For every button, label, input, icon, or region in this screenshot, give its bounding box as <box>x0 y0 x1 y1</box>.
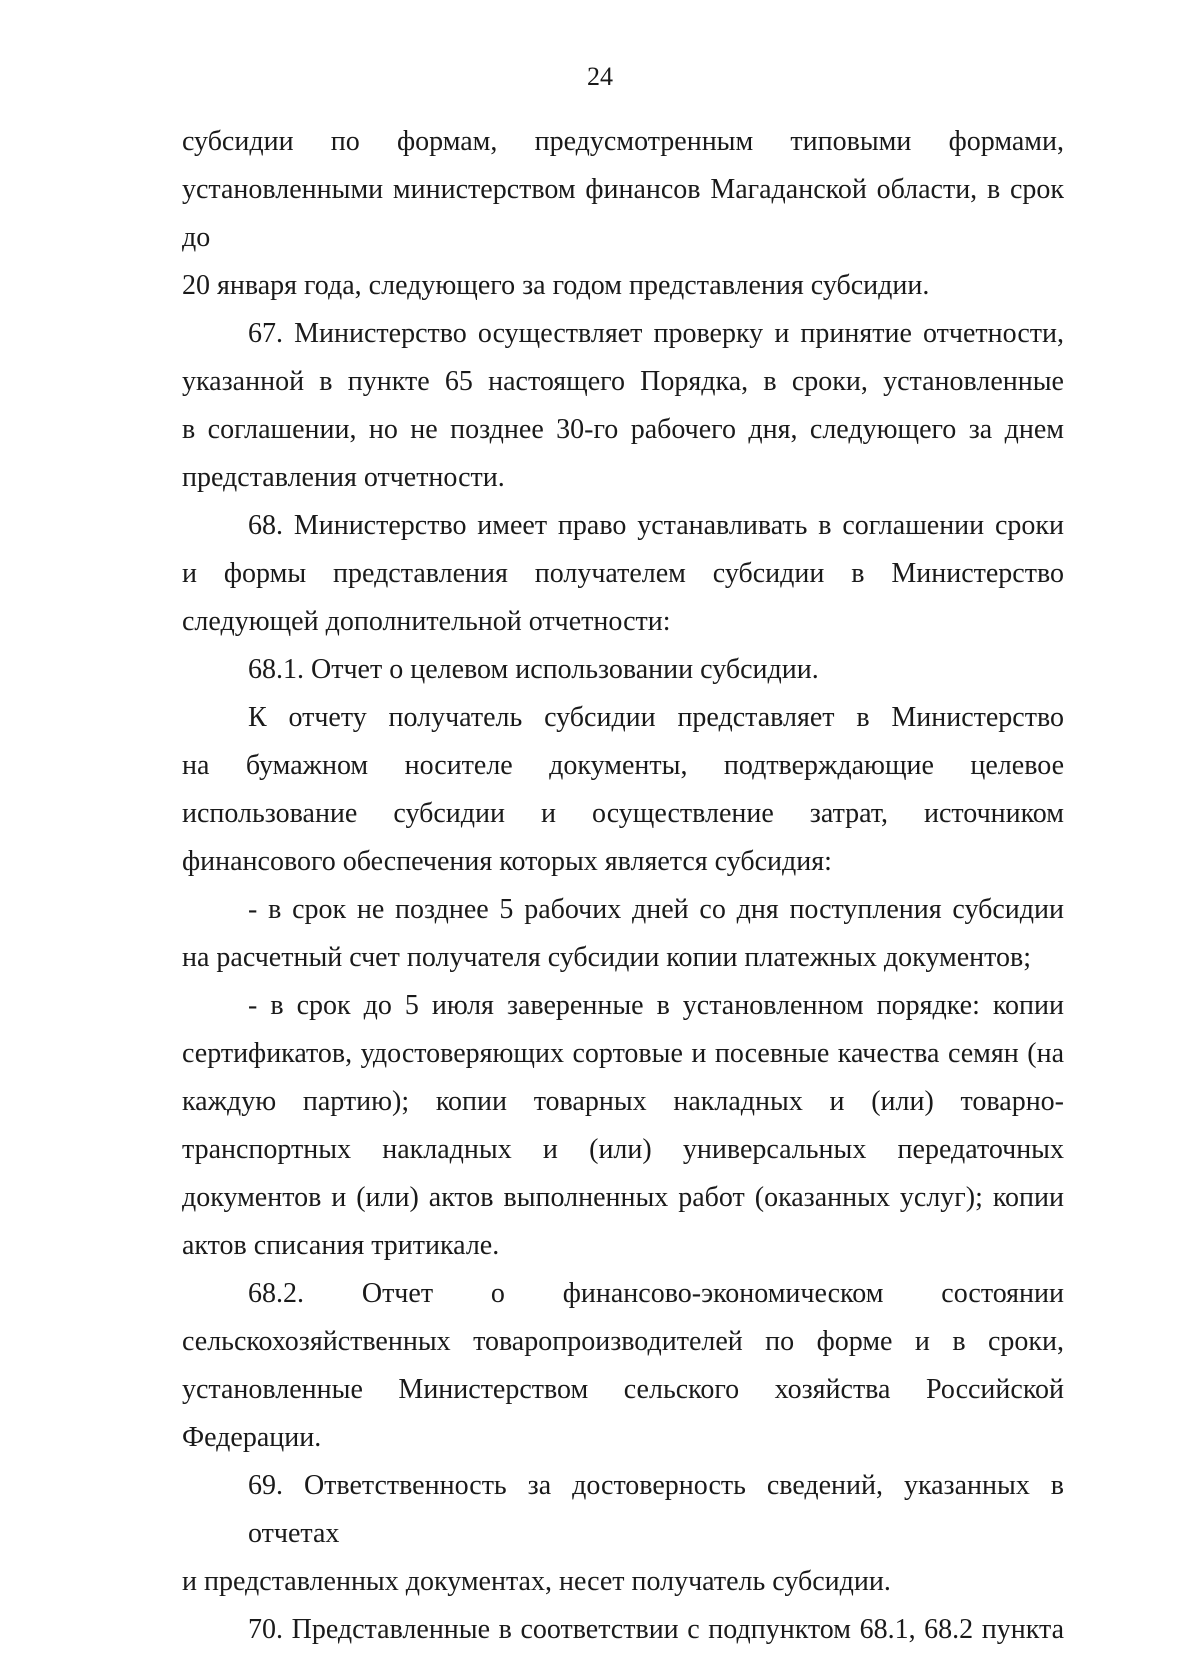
text-line: и формы представления получателем субсидии в Министерство <box>182 558 1064 589</box>
text-line: на расчетный счет получателя субсидии копии платежных документов; <box>182 942 1031 973</box>
text-line: 20 января года, следующего за годом представления субсидии. <box>182 270 930 301</box>
text-line: установленные Министерством сельского хозяйства Российской <box>182 1374 1064 1405</box>
text-line: 68.1. Отчет о целевом использовании субсидии. <box>248 654 819 685</box>
text-line: на бумажном носителе документы, подтверждающие целевое <box>182 750 1064 781</box>
text-line: представления отчетности. <box>182 462 505 493</box>
text-line: 68.2. Отчет о финансово-экономическом состоянии <box>248 1278 1064 1309</box>
text-line: - в срок до 5 июля заверенные в установленном порядке: копии <box>248 990 1064 1021</box>
text-line: 69. Ответственность за достоверность сведений, указанных в отчетах <box>248 1470 1064 1549</box>
text-line: указанной в пункте 65 настоящего Порядка, в сроки, установленные <box>182 366 1064 397</box>
text-line: финансового обеспечения которых является субсидия: <box>182 846 832 877</box>
document-body <box>182 118 1064 1654</box>
text-line: транспортных накладных и (или) универсальных передаточных <box>182 1134 1064 1165</box>
text-line: использование субсидии и осуществление затрат, источником <box>182 798 1064 829</box>
text-line: 67. Министерство осуществляет проверку и принятие отчетности, <box>248 318 1064 349</box>
text-line: сертификатов, удостоверяющих сортовые и посевные качества семян (на <box>182 1038 1064 1069</box>
text-line: следующей дополнительной отчетности: <box>182 606 671 637</box>
text-line: каждую партию); копии товарных накладных и (или) товарно- <box>182 1086 1064 1117</box>
text-line: актов списания тритикале. <box>182 1230 500 1261</box>
text-line: 70. Представленные в соответствии с подпунктом 68.1, 68.2 пункта <box>248 1614 1064 1645</box>
text-line: установленными министерством финансов Магаданской области, в срок до <box>182 174 1064 253</box>
page-number: 24 <box>587 62 613 91</box>
text-line: сельскохозяйственных товаропроизводителей по форме и в сроки, <box>182 1326 1064 1357</box>
text-line: Федерации. <box>182 1422 322 1453</box>
text-line: в соглашении, но не позднее 30-го рабочего дня, следующего за днем <box>182 414 1064 445</box>
text-line: документов и (или) актов выполненных работ (оказанных услуг); копии <box>182 1182 1064 1213</box>
text-line: субсидии по формам, предусмотренным типовыми формами, <box>182 126 1064 157</box>
text-line: и представленных документах, несет получатель субсидии. <box>182 1566 891 1597</box>
text-line: К отчету получатель субсидии представляет в Министерство <box>248 702 1064 733</box>
text-line: 68. Министерство имеет право устанавливать в соглашении сроки <box>248 510 1064 541</box>
text-line: - в срок не позднее 5 рабочих дней со дня поступления субсидии <box>248 894 1064 925</box>
